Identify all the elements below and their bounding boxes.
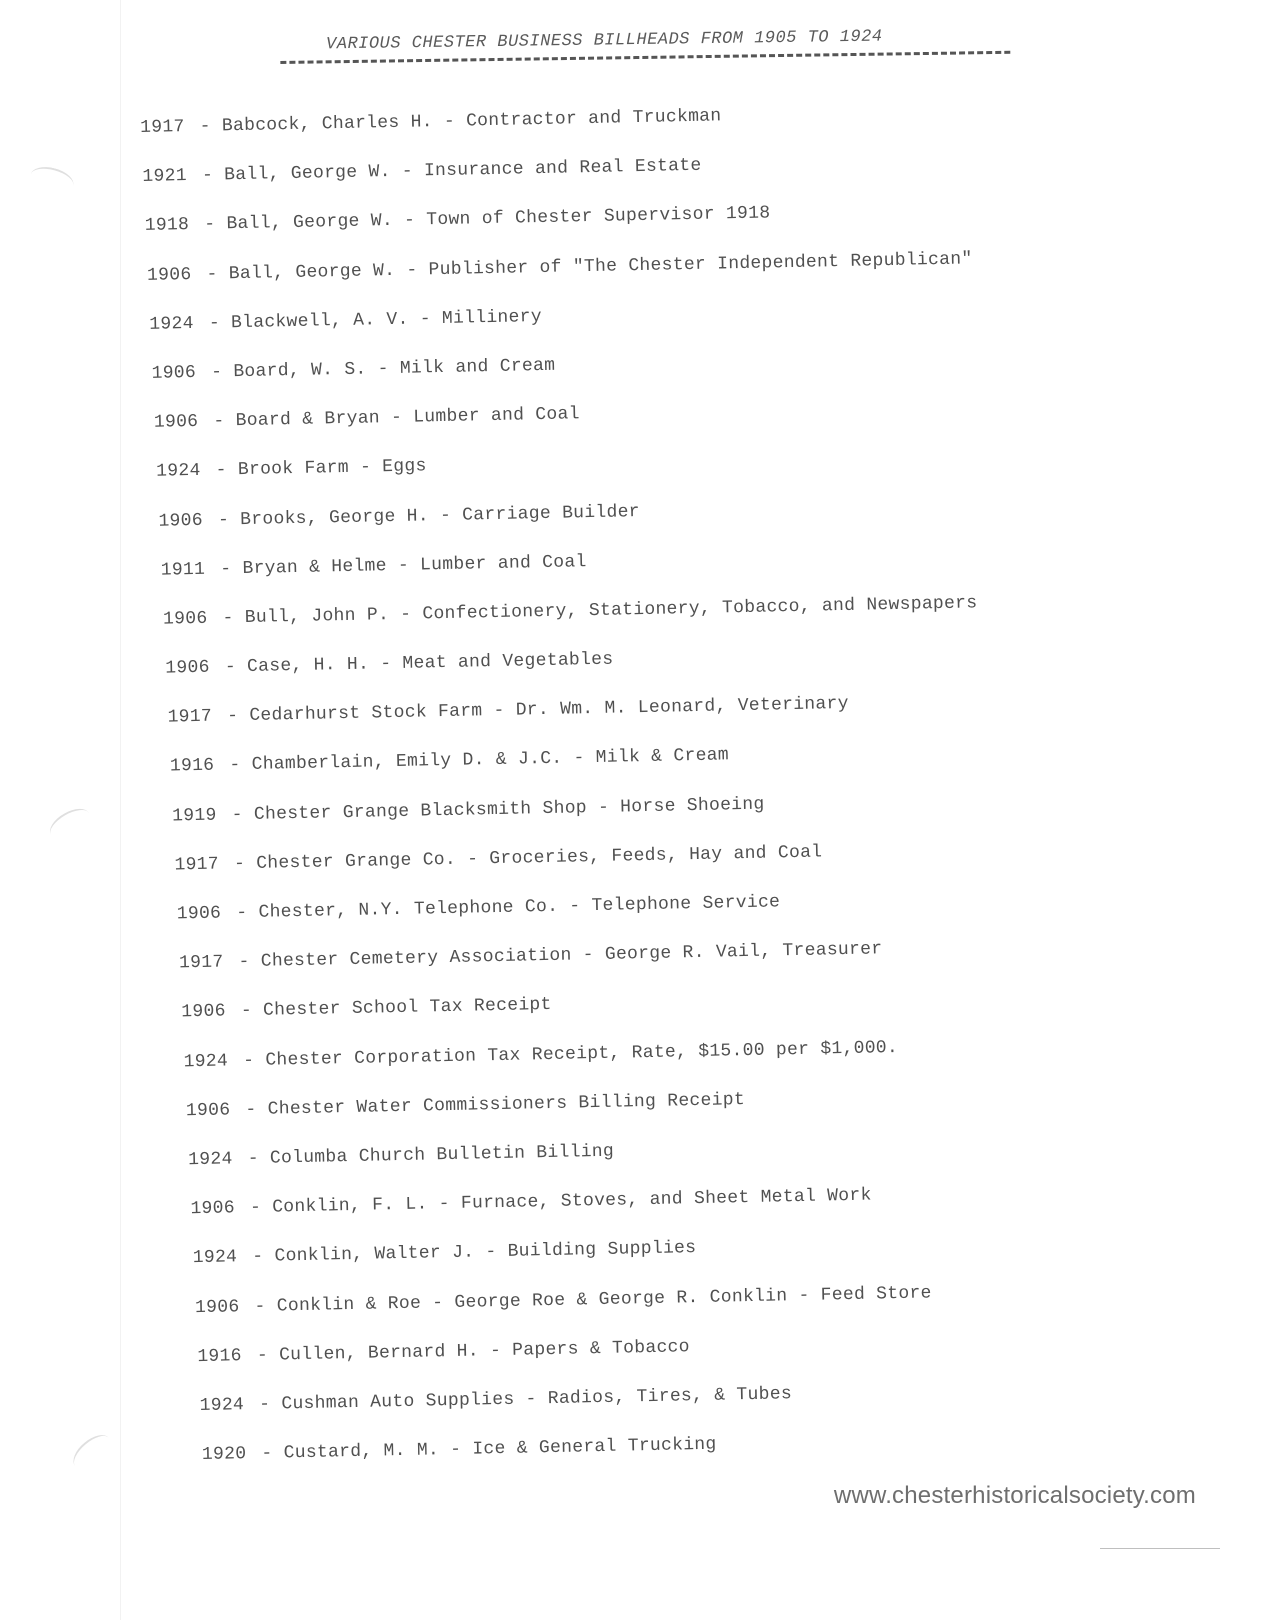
entry-year: 1916	[197, 1345, 242, 1367]
entry-year: 1917	[167, 706, 213, 728]
entry-separator: -	[249, 1197, 262, 1219]
entry-year: 1919	[172, 805, 217, 827]
entry-text: Ball, George W. - Insurance and Real Estate	[224, 155, 702, 186]
entry-year: 1906	[176, 903, 222, 925]
entry-year: 1917	[174, 854, 220, 876]
entry-separator: -	[258, 1394, 271, 1415]
website-footer: www.chesterhistoricalsociety.com	[833, 1482, 1196, 1509]
entry-separator: -	[256, 1345, 269, 1366]
entry-year: 1917	[178, 952, 224, 974]
entry-text: Brooks, George H. - Carriage Builder	[240, 501, 641, 530]
entry-year: 1906	[158, 510, 204, 532]
entry-separator: -	[199, 116, 212, 137]
punch-hole-mark	[67, 1429, 116, 1476]
punch-hole-mark	[45, 803, 95, 846]
entry-text: Ball, George W. - Town of Chester Supervisor 1918	[226, 203, 771, 235]
scan-corner-mark	[1100, 1548, 1220, 1549]
entry-year: 1906	[185, 1100, 231, 1122]
entry-separator: -	[252, 1247, 264, 1268]
entry-separator: -	[233, 853, 246, 875]
scan-edge-line	[120, 0, 121, 1620]
entry-text: Conklin & Roe - George Roe & George R. Conklin - Feed Store	[276, 1282, 932, 1316]
entry-separator: -	[254, 1296, 266, 1317]
billhead-list	[140, 99, 1127, 1495]
entry-year: 1906	[190, 1198, 236, 1220]
document-header	[280, 26, 1020, 64]
entry-separator: -	[206, 264, 218, 285]
entry-year: 1916	[169, 756, 215, 777]
entry-year: 1906	[165, 657, 210, 679]
entry-text: Chester, N.Y. Telephone Co. - Telephone Service	[258, 892, 781, 923]
entry-year: 1921	[142, 166, 188, 188]
entry-separator: -	[247, 1148, 260, 1169]
entry-separator: -	[208, 313, 221, 334]
document-title: VARIOUS CHESTER BUSINESS BILLHEADS FROM 1905 TO 1924	[325, 27, 883, 55]
entry-text: Chester School Tax Receipt	[262, 995, 552, 1022]
entry-year: 1906	[194, 1296, 240, 1318]
entry-separator: -	[231, 804, 244, 825]
entry-text: Conklin, F. L. - Furnace, Stoves, and Sheet Metal Work	[272, 1185, 872, 1218]
entry-text: Cushman Auto Supplies - Radios, Tires, & Tubes	[281, 1384, 793, 1415]
entry-text: Bull, John P. - Confectionery, Stationery, Tobacco, and Newspapers	[244, 593, 978, 628]
entry-separator: -	[210, 362, 223, 383]
entry-year: 1924	[199, 1395, 245, 1416]
entry-text: Conklin, Walter J. - Building Supplies	[274, 1238, 697, 1267]
entry-separator: -	[201, 165, 214, 186]
entry-separator: -	[222, 608, 234, 629]
entry-year: 1924	[188, 1149, 233, 1171]
entry-text: Board, W. S. - Milk and Cream	[233, 355, 556, 383]
entry-separator: -	[220, 558, 232, 580]
entry-year: 1917	[140, 117, 185, 138]
entry-year: 1906	[146, 264, 192, 286]
entry-text: Chamberlain, Emily D. & J.C. - Milk & Cream	[251, 745, 730, 776]
entry-text: Custard, M. M. - Ice & General Trucking	[283, 1434, 717, 1464]
entry-text: Case, H. H. - Meat and Vegetables	[246, 649, 614, 678]
entry-text: Chester Water Commissioners Billing Receipt	[267, 1089, 746, 1120]
entry-text: Cedarhurst Stock Farm - Dr. Wm. M. Leonard, Veterinary	[249, 694, 849, 727]
entry-text: Cullen, Bernard H. - Papers & Tobacco	[278, 1336, 690, 1366]
entry-text: Columba Church Bulletin Billing	[269, 1141, 615, 1169]
entry-separator: -	[215, 460, 228, 481]
entry-year: 1906	[151, 362, 197, 384]
entry-separator: -	[261, 1443, 273, 1464]
entry-year: 1920	[201, 1444, 247, 1466]
entry-year: 1924	[149, 313, 194, 335]
entry-year: 1924	[192, 1247, 238, 1269]
entry-separator: -	[217, 509, 230, 531]
entry-separator: -	[236, 903, 248, 924]
entry-separator: -	[245, 1099, 257, 1120]
entry-text: Babcock, Charles H. - Contractor and Truckman	[221, 106, 722, 137]
entry-separator: -	[224, 657, 237, 678]
entry-year: 1911	[160, 559, 206, 581]
entry-separator: -	[226, 706, 239, 727]
entry-text: Ball, George W. - Publisher of "The Chester Independent Republican"	[228, 248, 973, 284]
entry-text: Brook Farm - Eggs	[237, 456, 427, 481]
entry-year: 1906	[153, 412, 199, 433]
entry-separator: -	[242, 1050, 255, 1071]
entry-separator: -	[204, 214, 216, 236]
entry-text: Chester Corporation Tax Receipt, Rate, $15.00 per $1,000.	[265, 1037, 899, 1071]
entry-year: 1918	[144, 215, 190, 237]
entry-year: 1924	[183, 1050, 229, 1072]
entry-text: Chester Cemetery Association - George R. Vail, Treasurer	[260, 939, 883, 972]
entry-text: Chester Grange Blacksmith Shop - Horse Shoeing	[253, 794, 765, 825]
entry-separator: -	[229, 755, 241, 776]
entry-separator: -	[238, 952, 250, 973]
entry-text: Chester Grange Co. - Groceries, Feeds, Hay and Coal	[256, 842, 823, 874]
entry-year: 1924	[156, 461, 201, 483]
punch-hole-mark	[28, 163, 77, 198]
entry-text: Bryan & Helme - Lumber and Coal	[242, 551, 587, 579]
entry-year: 1906	[181, 1001, 226, 1023]
entry-text: Board & Bryan - Lumber and Coal	[235, 404, 580, 432]
entry-year: 1906	[162, 608, 208, 630]
entry-separator: -	[213, 411, 225, 432]
entry-text: Blackwell, A. V. - Millinery	[230, 306, 543, 333]
entry-separator: -	[240, 1001, 253, 1022]
